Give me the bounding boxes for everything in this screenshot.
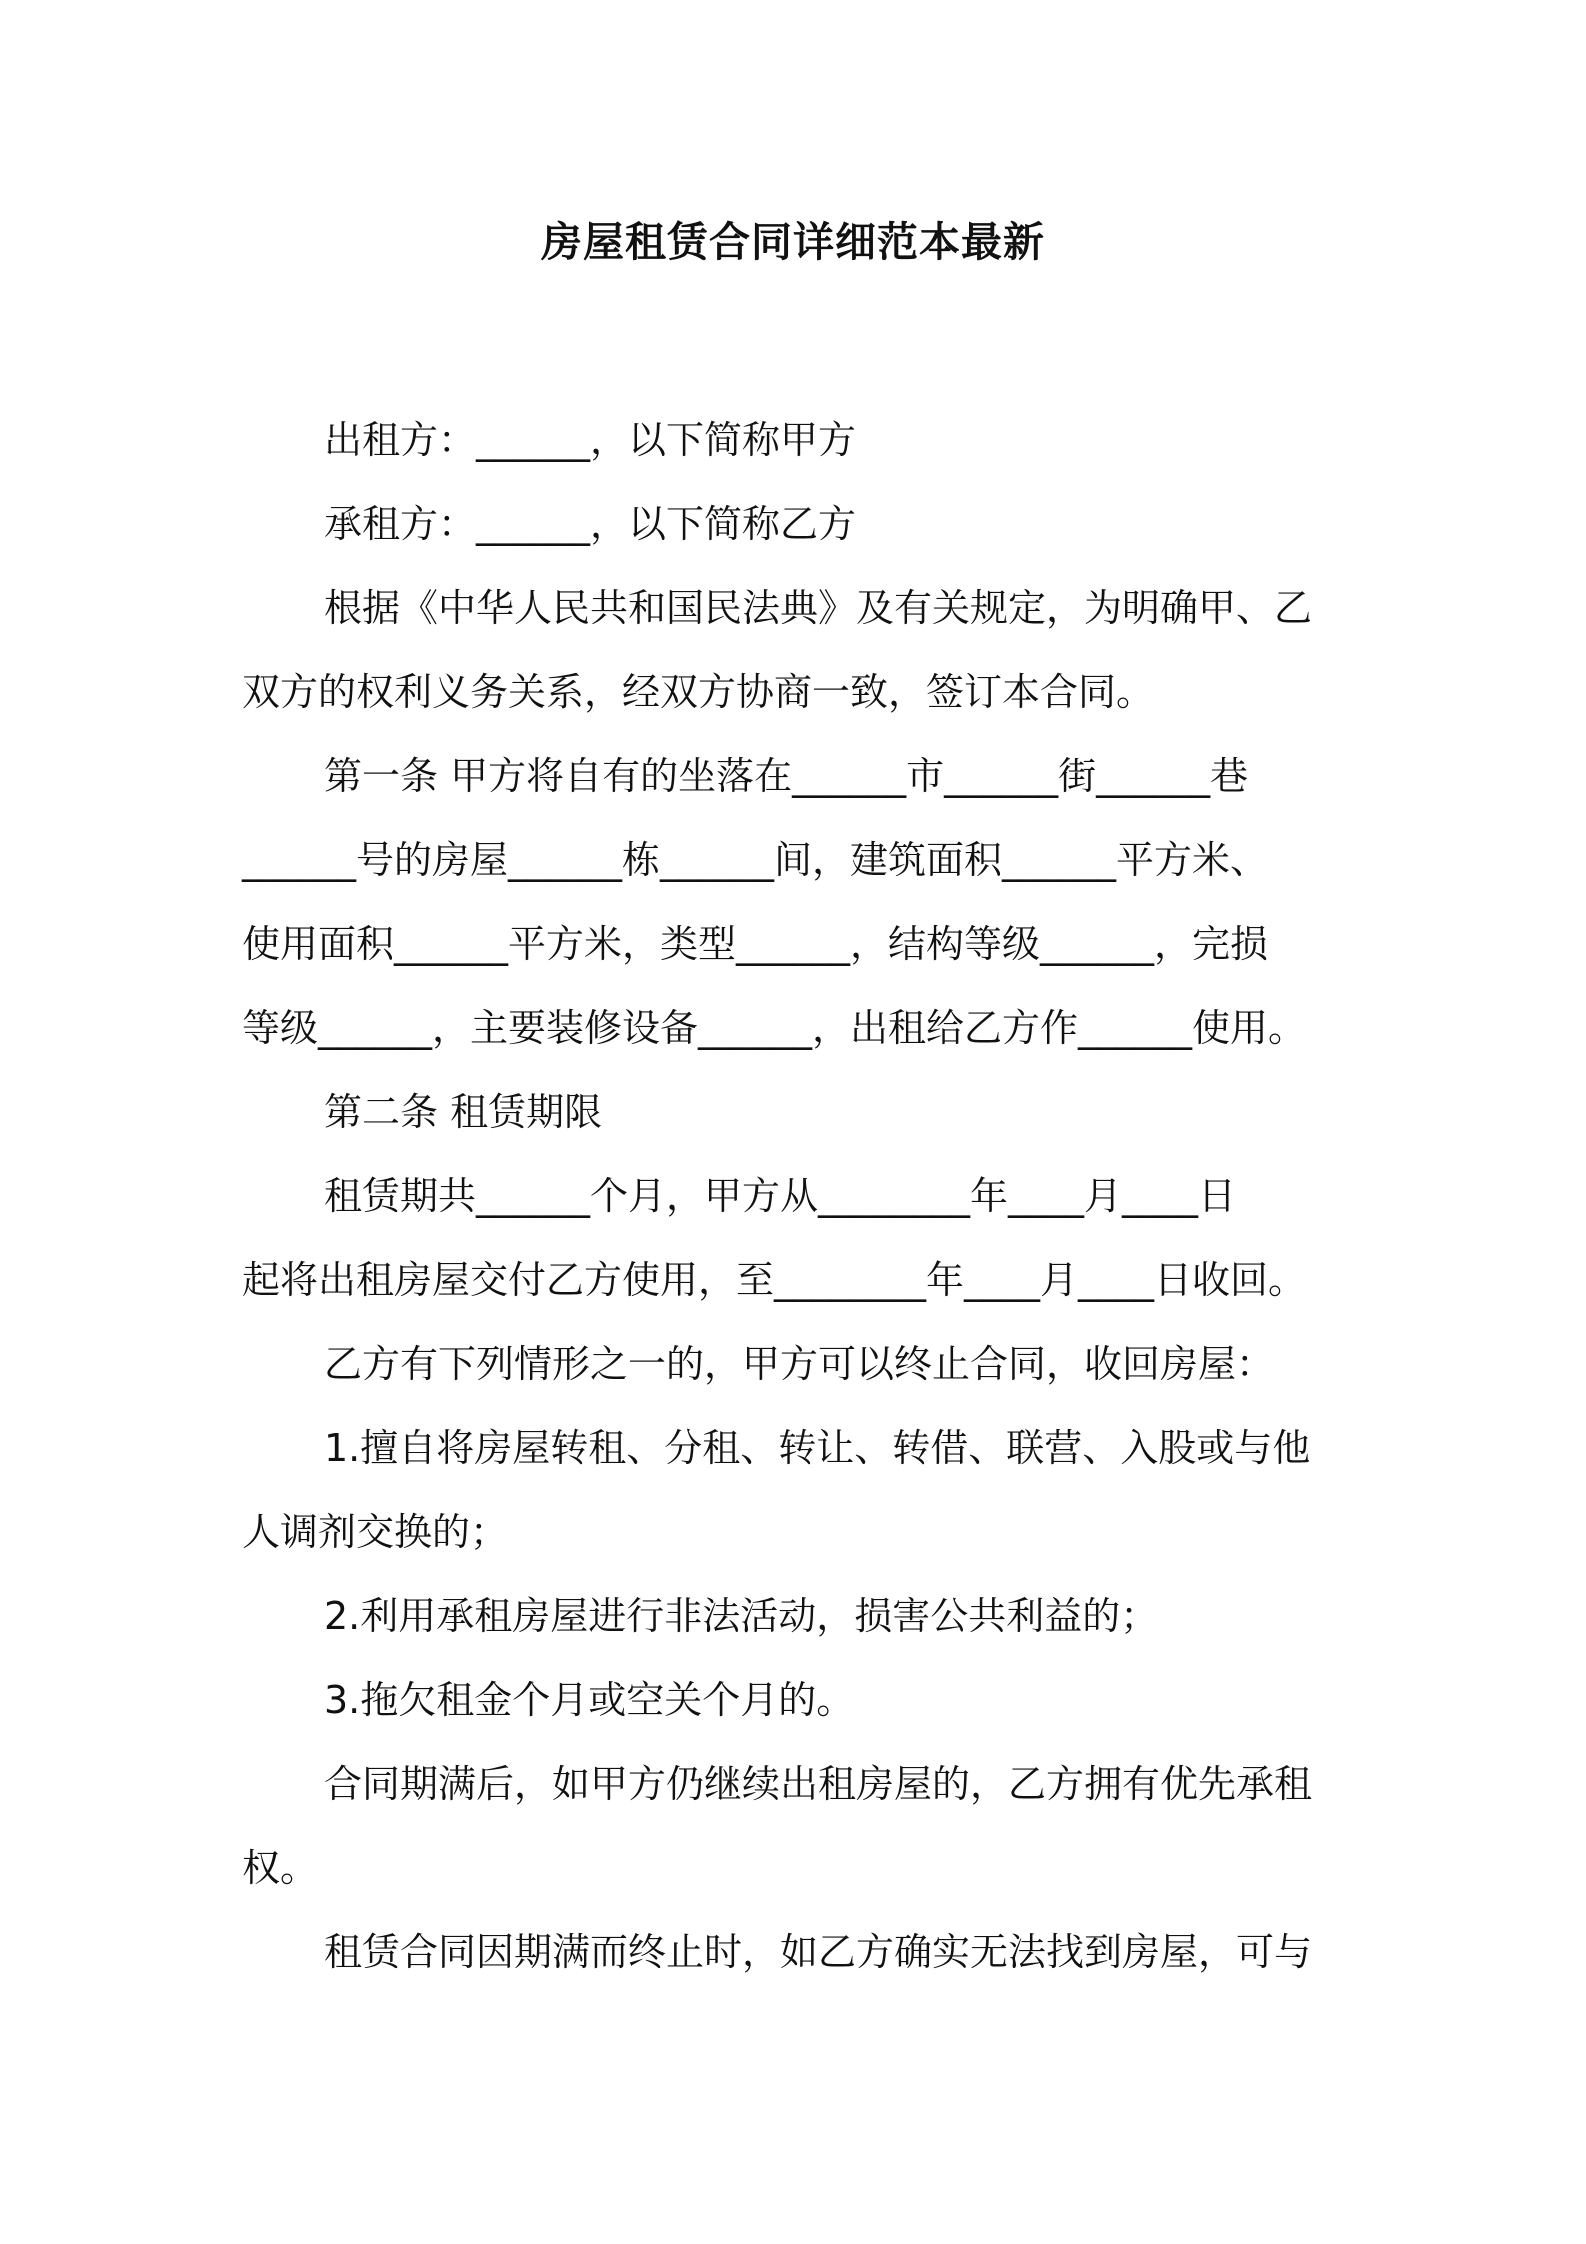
- article-1-line-1: 第一条 甲方将自有的坐落在______市______街______巷: [324, 754, 1249, 798]
- article-2-heading: 第二条 租赁期限: [324, 1090, 603, 1134]
- lessor-line: 出租方：______，以下简称甲方: [324, 418, 857, 462]
- article-1-line-4: 等级______，主要装修设备______，出租给乙方作______使用。: [242, 1006, 1307, 1050]
- expiry-line-1: 租赁合同因期满而终止时，如乙方确实无法找到房屋，可与: [324, 1930, 1313, 1974]
- article-1-line-3: 使用面积______平方米，类型______，结构等级______，完损: [242, 922, 1269, 966]
- clause-1-line-1: 1.擅自将房屋转租、分租、转让、转借、联营、入股或与他: [324, 1426, 1311, 1470]
- document-title: 房屋租赁合同详细范本最新: [541, 218, 1045, 266]
- renewal-line-1: 合同期满后，如甲方仍继续出租房屋的，乙方拥有优先承租: [324, 1762, 1313, 1806]
- preamble-line-2: 双方的权利义务关系，经双方协商一致，签订本合同。: [242, 670, 1155, 714]
- preamble-line-1: 根据《中华人民共和国民法典》及有关规定，为明确甲、乙: [324, 586, 1313, 630]
- article-1-line-2: ______号的房屋______栋______间，建筑面积______平方米、: [242, 838, 1269, 882]
- renewal-line-2: 权。: [242, 1846, 319, 1890]
- lease-term-line-1: 租赁期共______个月，甲方从________年____月____日: [324, 1174, 1237, 1218]
- termination-intro: 乙方有下列情形之一的，甲方可以终止合同，收回房屋：: [324, 1342, 1275, 1386]
- lessee-line: 承租方：______，以下简称乙方: [324, 502, 857, 546]
- clause-3: 3.拖欠租金个月或空关个月的。: [324, 1678, 855, 1722]
- clause-2: 2.利用承租房屋进行非法活动，损害公共利益的；: [324, 1594, 1159, 1638]
- lease-term-line-2: 起将出租房屋交付乙方使用，至________年____月____日收回。: [242, 1258, 1307, 1302]
- clause-1-line-2: 人调剂交换的；: [242, 1510, 509, 1554]
